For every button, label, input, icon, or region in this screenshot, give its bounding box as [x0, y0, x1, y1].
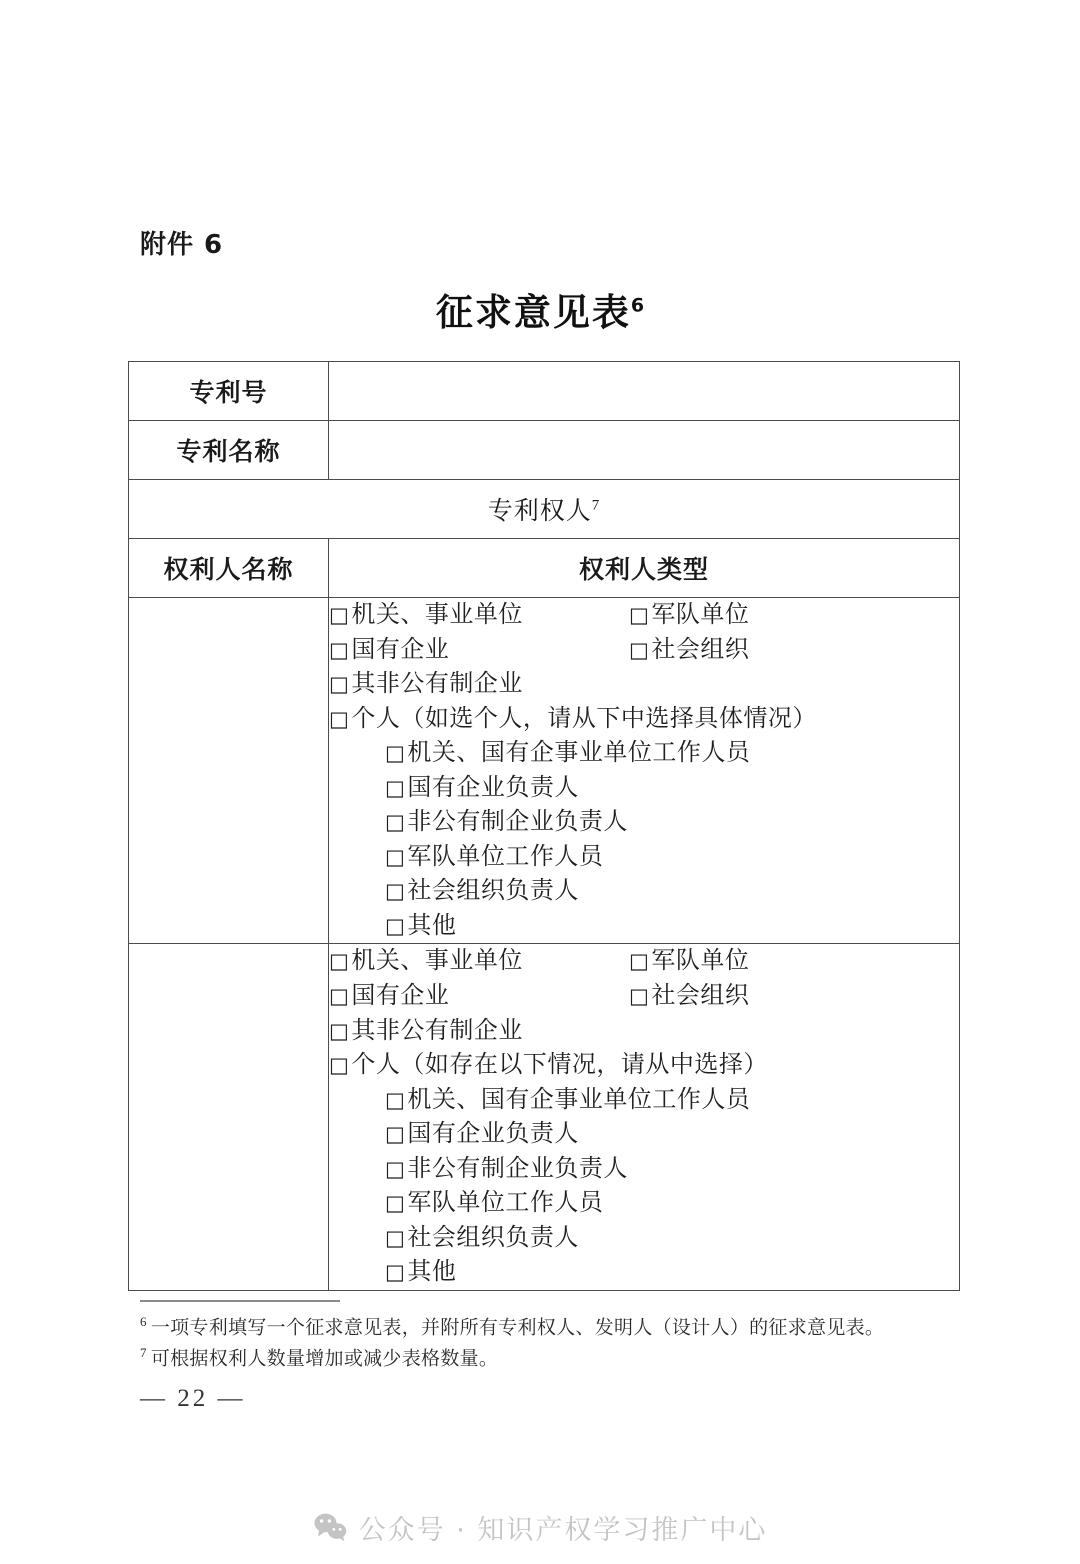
footnote-divider: [140, 1300, 340, 1302]
checkbox-icon[interactable]: □: [629, 603, 650, 627]
footnote-text: 一项专利填写一个征求意见表，并附所有专利权人、发明人（设计人）的征求意见表。: [150, 1317, 885, 1339]
checkbox-icon[interactable]: □: [385, 913, 406, 938]
checkbox-option-individual-1[interactable]: [329, 702, 959, 737]
table-row-owner-block-1: [129, 598, 960, 944]
checkbox-icon[interactable]: □: [329, 603, 350, 627]
suboption-label: 非公有制企业负责人: [407, 1155, 628, 1182]
table-row-owner-section: [129, 480, 960, 539]
owner-type-header: 权利人类型: [329, 539, 960, 598]
checkbox-suboption-agency-staff-2[interactable]: [329, 1083, 959, 1118]
page-title: [0, 282, 1080, 336]
checkbox-suboption-social-organization-head-1[interactable]: [329, 874, 959, 909]
footnote-item-7: [140, 1343, 940, 1374]
checkbox-option-social-organization-1[interactable]: [629, 633, 959, 668]
checkbox-suboption-non-public-enterprise-head-1[interactable]: [329, 805, 959, 840]
checkbox-suboption-other-1[interactable]: [329, 909, 959, 944]
checkbox-icon[interactable]: □: [385, 844, 406, 869]
option-label: 其非公有制企业: [351, 671, 523, 698]
checkbox-option-military-unit-2[interactable]: [629, 944, 959, 979]
checkbox-icon[interactable]: □: [385, 1260, 406, 1285]
suboption-label: 国有企业负责人: [407, 774, 579, 801]
option-row: [329, 979, 959, 1014]
patent-owner-section-header: [129, 480, 960, 539]
option-label: 社会组织: [651, 636, 750, 663]
checkbox-icon[interactable]: □: [385, 810, 406, 835]
checkbox-icon[interactable]: □: [385, 775, 406, 800]
option-label: 个人（如选个人，请从下中选择具体情况）: [351, 705, 817, 732]
checkbox-suboption-state-enterprise-head-2[interactable]: [329, 1117, 959, 1152]
patent-number-field[interactable]: [329, 362, 960, 421]
owner-name-field-2[interactable]: [129, 944, 329, 1290]
patent-name-field[interactable]: [329, 421, 960, 480]
suboption-label: 社会组织负责人: [407, 878, 579, 905]
suboption-label: 其他: [407, 912, 457, 939]
checkbox-option-military-unit-1[interactable]: [629, 598, 959, 633]
owner-type-options-2: [329, 944, 960, 1290]
checkbox-icon[interactable]: □: [385, 741, 406, 766]
checkbox-option-state-enterprise-1[interactable]: [329, 633, 629, 668]
option-row: [329, 598, 959, 633]
checkbox-icon[interactable]: □: [329, 637, 350, 662]
option-label: 个人（如存在以下情况，请从中选择）: [351, 1052, 768, 1079]
table-row-owner-headers: [129, 539, 960, 598]
checkbox-icon[interactable]: □: [629, 949, 650, 974]
patent-owner-section-text: 专利权人: [487, 498, 592, 525]
footnote-marker: 7: [140, 1344, 147, 1360]
checkbox-option-agency-institution-2[interactable]: [329, 944, 629, 979]
checkbox-icon[interactable]: □: [329, 672, 350, 697]
checkbox-option-social-organization-2[interactable]: [629, 979, 959, 1014]
checkbox-suboption-agency-staff-1[interactable]: [329, 736, 959, 771]
table-row-owner-block-2: [129, 944, 960, 1290]
checkbox-suboption-non-public-enterprise-head-2[interactable]: [329, 1152, 959, 1187]
checkbox-option-state-enterprise-2[interactable]: [329, 979, 629, 1014]
checkbox-option-non-public-enterprise-2[interactable]: [329, 1014, 959, 1049]
checkbox-suboption-state-enterprise-head-1[interactable]: [329, 771, 959, 806]
checkbox-icon[interactable]: □: [385, 879, 406, 904]
wechat-icon: [313, 1512, 347, 1542]
option-label: 军队单位: [651, 948, 750, 975]
option-label: 机关、事业单位: [351, 948, 523, 975]
opinion-form-table: [128, 361, 960, 1291]
checkbox-icon[interactable]: □: [329, 984, 350, 1009]
checkbox-icon[interactable]: □: [629, 984, 650, 1009]
suboption-label: 机关、国有企事业单位工作人员: [407, 740, 751, 767]
checkbox-suboption-military-staff-1[interactable]: [329, 840, 959, 875]
checkbox-suboption-social-organization-head-2[interactable]: [329, 1221, 959, 1256]
suboption-label: 非公有制企业负责人: [407, 809, 628, 836]
suboption-label: 机关、国有企事业单位工作人员: [407, 1086, 751, 1113]
option-row: [329, 633, 959, 668]
checkbox-icon[interactable]: □: [385, 1087, 406, 1112]
checkbox-option-non-public-enterprise-1[interactable]: [329, 667, 959, 702]
suboption-label: 社会组织负责人: [407, 1224, 579, 1251]
checkbox-icon[interactable]: □: [329, 706, 350, 731]
option-row: [329, 944, 959, 979]
checkbox-icon[interactable]: □: [385, 1191, 406, 1216]
option-label: 军队单位: [651, 602, 750, 628]
page-number: — 22 —: [140, 1385, 246, 1412]
checkbox-icon[interactable]: □: [329, 1053, 350, 1078]
footnote-list: [140, 1312, 940, 1374]
table-row-patent-number: [129, 362, 960, 421]
option-label: 社会组织: [651, 983, 750, 1010]
checkbox-icon[interactable]: □: [629, 637, 650, 662]
checkbox-option-agency-institution-1[interactable]: [329, 598, 629, 633]
option-label: 国有企业: [351, 983, 450, 1010]
suboption-label: 军队单位工作人员: [407, 843, 604, 870]
owner-type-options-1: [329, 598, 960, 944]
suboption-label: 其他: [407, 1259, 457, 1286]
checkbox-icon[interactable]: □: [329, 1018, 350, 1043]
checkbox-icon[interactable]: □: [385, 1122, 406, 1147]
footnote-text: 可根据权利人数量增加或减少表格数量。: [150, 1348, 499, 1370]
patent-owner-section-footnote-marker: 7: [591, 497, 601, 514]
checkbox-icon[interactable]: □: [329, 949, 350, 974]
owner-name-header: 权利人名称: [129, 539, 329, 598]
owner-name-field-1[interactable]: [129, 598, 329, 944]
suboption-label: 国有企业负责人: [407, 1121, 579, 1148]
checkbox-icon[interactable]: □: [385, 1225, 406, 1250]
suboption-label: 军队单位工作人员: [407, 1190, 604, 1217]
patent-name-label: 专利名称: [129, 421, 329, 480]
checkbox-suboption-military-staff-2[interactable]: [329, 1186, 959, 1221]
checkbox-icon[interactable]: □: [385, 1156, 406, 1181]
page-title-footnote-marker: 6: [630, 294, 645, 317]
footnote-item-6: [140, 1312, 940, 1343]
checkbox-option-individual-2[interactable]: [329, 1048, 959, 1083]
table-row-patent-name: [129, 421, 960, 480]
patent-number-label: 专利号: [129, 362, 329, 421]
footnote-marker: 6: [140, 1314, 147, 1329]
watermark-bar: [0, 1490, 1080, 1564]
watermark-text: 公众号 · 知识产权学习推广中心: [358, 1514, 768, 1546]
page-title-text: 征求意见表: [435, 291, 631, 334]
attachment-label: 附件 6: [140, 230, 224, 260]
checkbox-suboption-other-2[interactable]: [329, 1255, 959, 1290]
option-label: 其非公有制企业: [351, 1017, 523, 1044]
option-label: 机关、事业单位: [351, 602, 523, 628]
option-label: 国有企业: [351, 636, 450, 663]
